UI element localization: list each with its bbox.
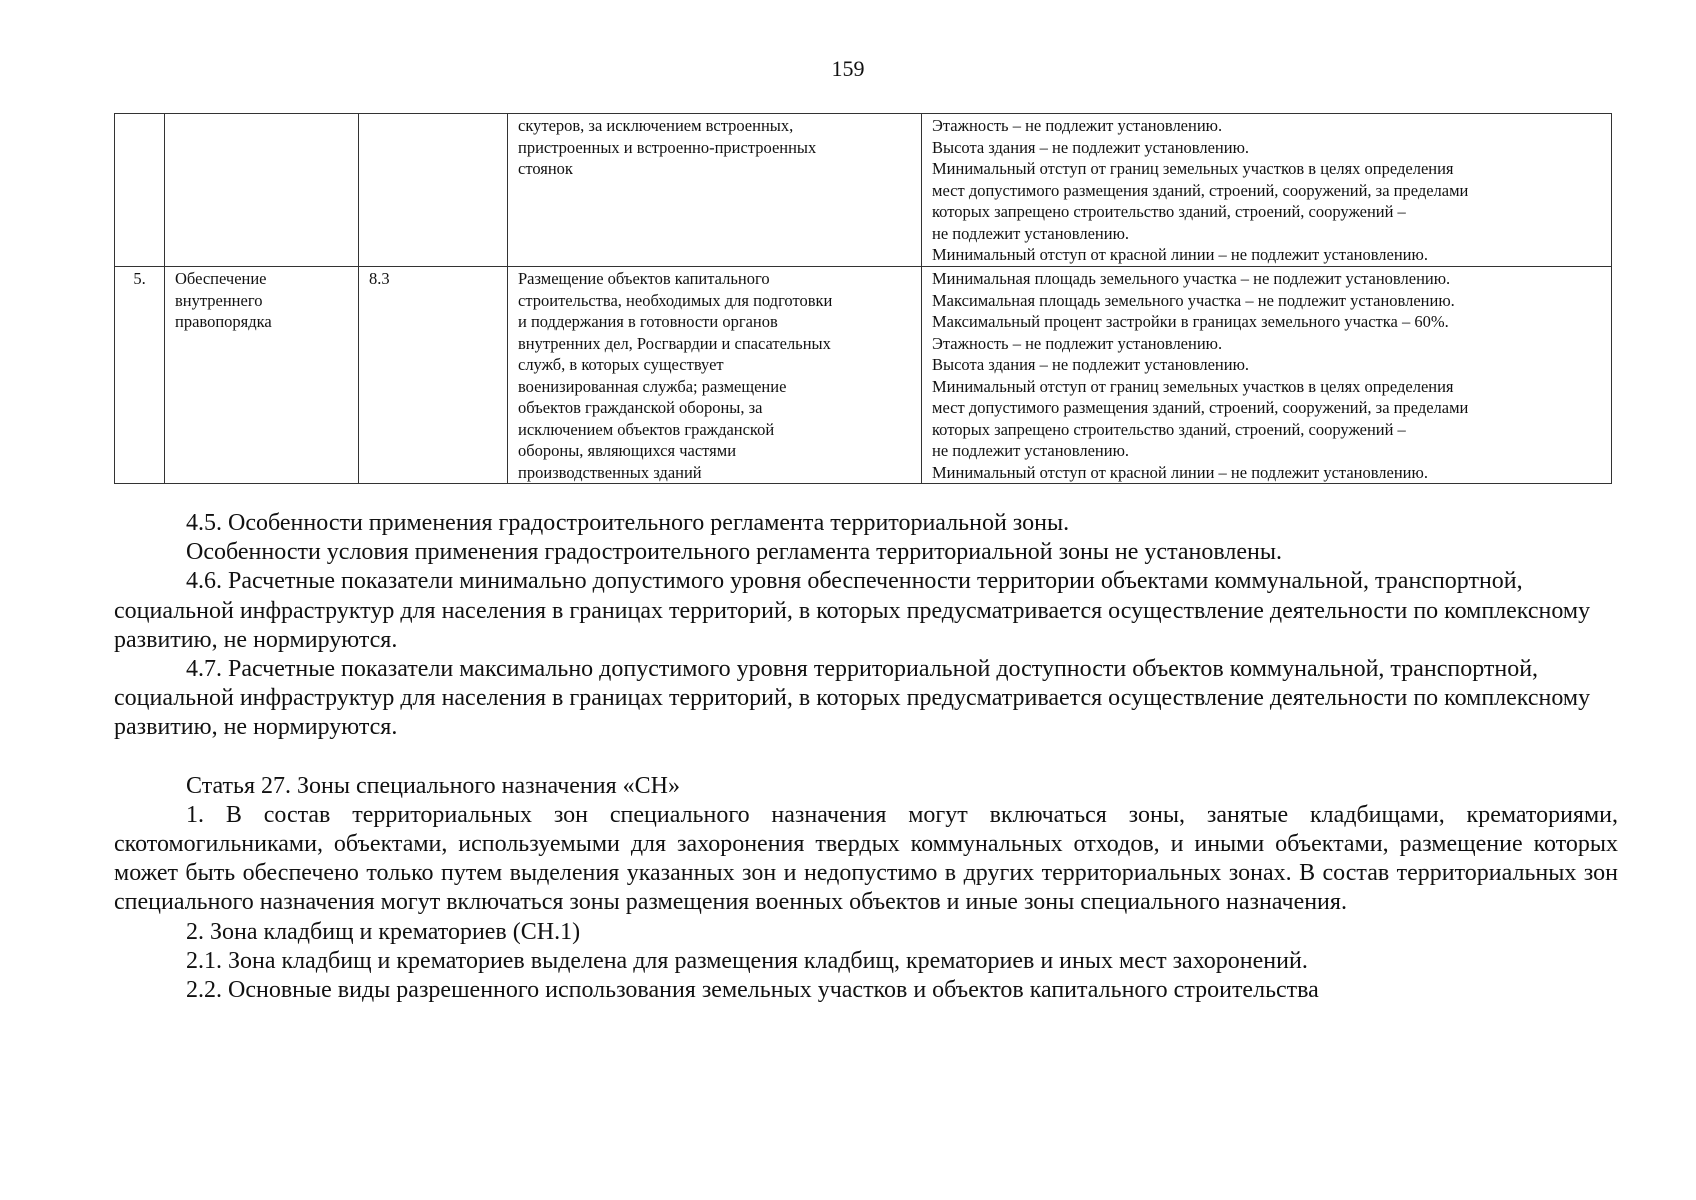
use-name-cell: Обеспечение внутреннего правопорядка — [165, 267, 359, 484]
use-description-cell: Размещение объектов капитального строительства, необходимых для подготовки и поддержания в готовности органов внутренних дел, Росгвардии и спасательных служб, в которых существует военизированная служба; размещение объектов гражданской обороны, за исключением объектов гражданской обороны, являющихся частями производственных зданий — [508, 267, 922, 484]
article-27-point-1: 1. В состав территориальных зон специального назначения могут включаться зоны, занятые кладбищами, крематориями, скотомогильниками, объектами, используемыми для захоронения твердых коммунальных отходов, и иными объектами, размещение которых может быть обеспечено только путем выделения указанных зон и недопустимо в других территориальных зонах. В состав территориальных зон специального назначения могут включаться зоны размещения военных объектов и иные зоны специального назначения. — [114, 801, 1618, 916]
row-number-cell — [115, 114, 165, 267]
parameters-cell: Этажность – не подлежит установлению. Высота здания – не подлежит установлению. Минимальный отступ от границ земельных участков в целях определения мест допустимого размещения зданий, строений, сооружений, за пределами которых запрещено строительство зданий, строений, сооружений – не подлежит установлению. Минимальный отступ от красной линии – не подлежит установлению. — [922, 114, 1612, 267]
document-body — [114, 509, 1618, 1005]
article-27-heading: Статья 27. Зоны специального назначения «СН» — [186, 772, 680, 799]
parameters-cell: Минимальная площадь земельного участка – не подлежит установлению. Максимальная площадь земельного участка – не подлежит установлению. Максимальный процент застройки в границах земельного участка – 60%. Этажность – не подлежит установлению. Высота здания – не подлежит установлению. Минимальный отступ от границ земельных участков в целях определения мест допустимого размещения зданий, строений, сооружений, за пределами которых запрещено строительство зданий, строений, сооружений – не подлежит установлению. Минимальный отступ от красной линии – не подлежит установлению. — [922, 267, 1612, 484]
section-4-6-paragraph: 4.6. Расчетные показатели минимально допустимого уровня обеспеченности территории объектами коммунальной, транспортной, социальной инфраструктур для населения в границах территорий, в которых предусматривается осуществление деятельности по комплексному развитию, не нормируются. — [114, 568, 1591, 653]
land-use-table — [114, 113, 1612, 484]
article-27-point-2-2: 2.2. Основные виды разрешенного использования земельных участков и объектов капитального строительства — [186, 977, 1319, 1004]
table-row — [115, 114, 1612, 267]
row-number-cell: 5. — [115, 267, 165, 484]
article-27-point-2-1: 2.1. Зона кладбищ и крематориев выделена для размещения кладбищ, крематориев и иных мест захоронений. — [186, 947, 1308, 974]
section-4-5-text: Особенности условия применения градостроительного регламента территориальной зоны не установлены. — [186, 539, 1282, 566]
use-description-cell: скутеров, за исключением встроенных, пристроенных и встроенно-пристроенных стоянок — [508, 114, 922, 267]
use-code-cell — [359, 114, 508, 267]
use-name-cell — [165, 114, 359, 267]
section-4-5-heading: 4.5. Особенности применения градостроительного регламента территориальной зоны. — [186, 510, 1070, 536]
use-code-cell: 8.3 — [359, 267, 508, 484]
table-row — [115, 267, 1612, 484]
page-number: 159 — [831, 56, 865, 81]
article-27-point-2: 2. Зона кладбищ и крематориев (СН.1) — [186, 918, 581, 945]
section-4-7-paragraph: 4.7. Расчетные показатели максимально допустимого уровня территориальной доступности объектов коммунальной, транспортной, социальной инфраструктур для населения в границах территорий, в которых предусматривается осуществление деятельности по комплексному развитию, не нормируются. — [114, 656, 1591, 741]
